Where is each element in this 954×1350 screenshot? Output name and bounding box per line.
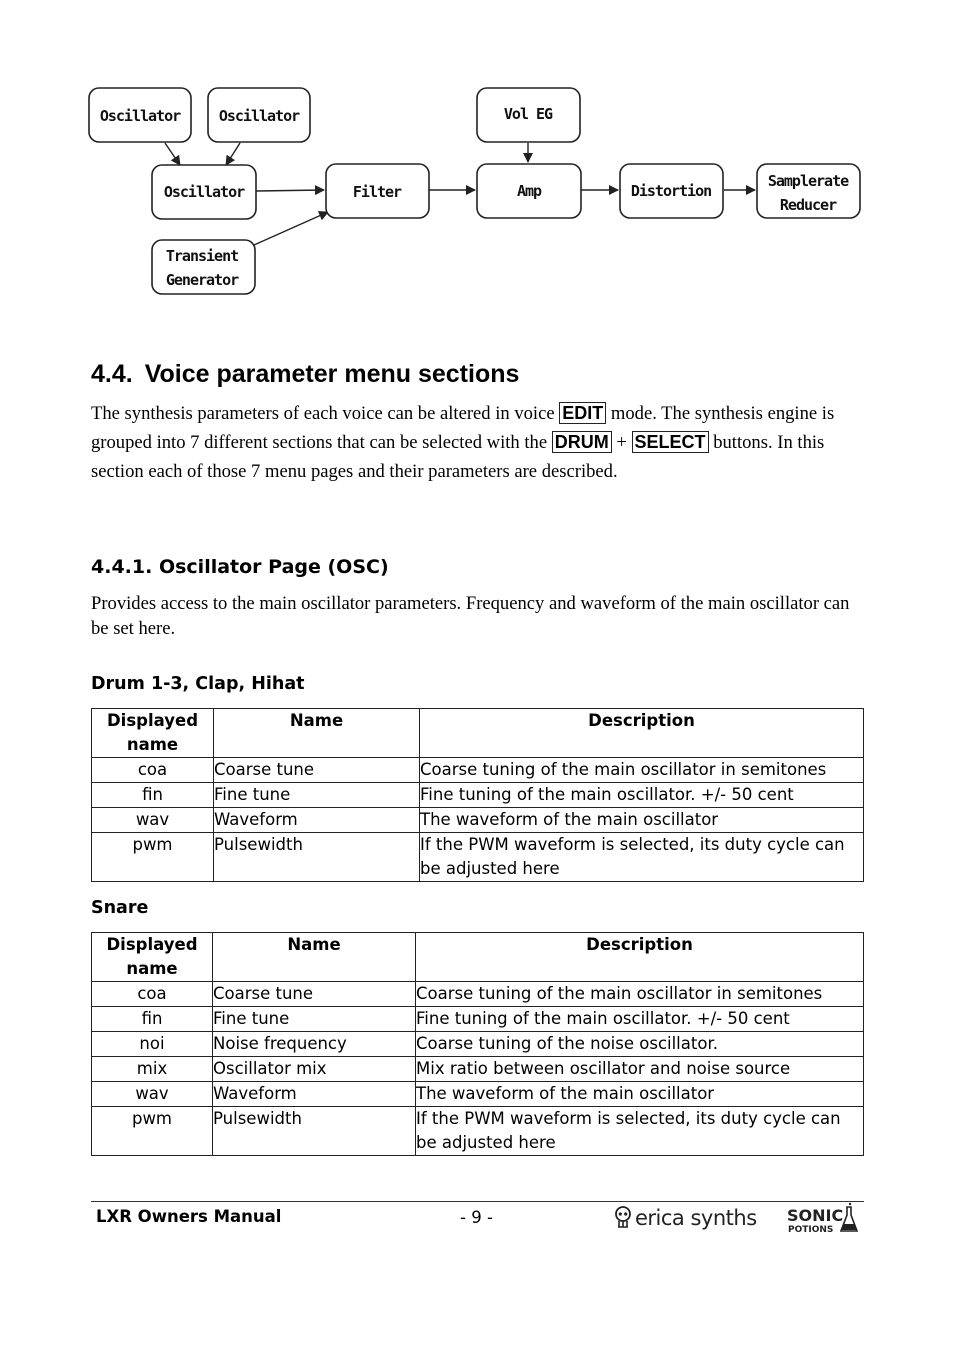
section-heading bbox=[91, 360, 519, 389]
footer-page-number: - 9 - bbox=[460, 1208, 493, 1227]
table-row bbox=[92, 808, 864, 833]
table-row bbox=[92, 1032, 864, 1057]
table-row bbox=[92, 1107, 864, 1156]
table-cell: If the PWM waveform is selected, its duty cycle can be adjusted here bbox=[416, 1107, 864, 1156]
svg-text:Oscillator: Oscillator bbox=[218, 107, 300, 125]
table-cell: Fine tuning of the main oscillator. +/- 50 cent bbox=[420, 783, 864, 808]
table-cell: wav bbox=[92, 1082, 213, 1107]
footer-divider bbox=[91, 1201, 864, 1202]
node-filter bbox=[326, 164, 429, 218]
node-samplerate-reducer bbox=[757, 164, 860, 218]
table-cell: Coarse tuning of the noise oscillator. bbox=[416, 1032, 864, 1057]
table-cell: The waveform of the main oscillator bbox=[416, 1082, 864, 1107]
table-row bbox=[92, 1057, 864, 1082]
sonic-potions-logo bbox=[787, 1201, 859, 1235]
table-cell: Coarse tune bbox=[213, 982, 416, 1007]
table-cell: pwm bbox=[92, 1107, 213, 1156]
node-vol-eg bbox=[477, 88, 580, 142]
edge-osc-a-to-osc bbox=[165, 143, 180, 165]
table-cell: fin bbox=[92, 1007, 213, 1032]
table-cell: pwm bbox=[92, 833, 214, 882]
table-row bbox=[92, 758, 864, 783]
svg-text:Generator: Generator bbox=[165, 271, 239, 289]
intro-text-2: mode. The synthesis engine is grouped into 7 different sections that can be selected with the bbox=[91, 403, 835, 453]
edge-osc-to-filter bbox=[256, 190, 324, 191]
section-intro-paragraph bbox=[91, 399, 871, 486]
node-amp bbox=[477, 164, 581, 218]
edge-osc-b-to-osc bbox=[226, 143, 240, 165]
intro-text-3: buttons. In this section each of those 7 menu pages and their parameters are described. bbox=[91, 432, 825, 482]
skull-icon bbox=[614, 1206, 632, 1230]
node-oscillator-1 bbox=[89, 88, 191, 142]
sonic-logo-text: SONIC bbox=[787, 1206, 844, 1225]
table-header: Displayed name bbox=[92, 933, 213, 982]
svg-text:Amp: Amp bbox=[516, 182, 542, 200]
table-cell: Coarse tuning of the main oscillator in semitones bbox=[420, 758, 864, 783]
edit-key-label: EDIT bbox=[559, 402, 606, 424]
flask-icon bbox=[841, 1203, 857, 1231]
table-row bbox=[92, 783, 864, 808]
edge-transient-to-filter bbox=[254, 212, 328, 245]
drum-table-heading: Drum 1-3, Clap, Hihat bbox=[91, 674, 305, 694]
table-cell: mix bbox=[92, 1057, 213, 1082]
table-row bbox=[92, 833, 864, 882]
table-cell: coa bbox=[92, 758, 214, 783]
svg-text:Oscillator: Oscillator bbox=[99, 107, 181, 125]
table-cell: wav bbox=[92, 808, 214, 833]
table-cell: Waveform bbox=[214, 808, 420, 833]
table-cell: Fine tune bbox=[214, 783, 420, 808]
plus-sign: + bbox=[611, 432, 632, 453]
svg-text:Transient: Transient bbox=[165, 247, 239, 265]
table-cell: Pulsewidth bbox=[214, 833, 420, 882]
section-title: Voice parameter menu sections bbox=[144, 360, 520, 388]
table-cell: The waveform of the main oscillator bbox=[420, 808, 864, 833]
potions-logo-text: POTIONS bbox=[788, 1225, 834, 1235]
table-header: Description bbox=[420, 709, 864, 758]
svg-text:Filter: Filter bbox=[352, 183, 402, 201]
table-cell: coa bbox=[92, 982, 213, 1007]
table-cell: If the PWM waveform is selected, its duty cycle can be adjusted here bbox=[420, 833, 864, 882]
subsection-heading bbox=[91, 556, 389, 578]
signal-flow-diagram bbox=[0, 0, 954, 320]
table-cell: Oscillator mix bbox=[213, 1057, 416, 1082]
table-cell: fin bbox=[92, 783, 214, 808]
erica-logo-text: erica synths bbox=[635, 1206, 757, 1230]
node-oscillator-main bbox=[152, 165, 256, 219]
svg-text:Distortion: Distortion bbox=[630, 182, 712, 200]
svg-text:Vol EG: Vol EG bbox=[503, 105, 553, 123]
table-header: Name bbox=[214, 709, 420, 758]
node-transient-generator bbox=[152, 240, 255, 294]
node-oscillator-2 bbox=[208, 88, 310, 142]
table-cell: Waveform bbox=[213, 1082, 416, 1107]
table-cell: Noise frequency bbox=[213, 1032, 416, 1057]
intro-text-1: The synthesis parameters of each voice can be altered in voice bbox=[91, 403, 560, 424]
subsection-paragraph: Provides access to the main oscillator parameters. Frequency and waveform of the main oscillator can be set here. bbox=[91, 593, 850, 639]
table-cell: Pulsewidth bbox=[213, 1107, 416, 1156]
svg-text:Reducer: Reducer bbox=[779, 196, 837, 214]
table-cell: Coarse tuning of the main oscillator in semitones bbox=[416, 982, 864, 1007]
subsection-number: 4.4.1. bbox=[91, 556, 153, 578]
table-row bbox=[92, 1007, 864, 1032]
table-header: Name bbox=[213, 933, 416, 982]
footer-manual-title: LXR Owners Manual bbox=[96, 1207, 282, 1226]
node-distortion bbox=[620, 164, 723, 218]
erica-synths-logo bbox=[614, 1203, 757, 1233]
select-key-label: SELECT bbox=[632, 431, 709, 453]
section-number: 4.4. bbox=[91, 360, 133, 388]
svg-text:Samplerate: Samplerate bbox=[767, 172, 849, 190]
table-row bbox=[92, 1082, 864, 1107]
table-cell: noi bbox=[92, 1032, 213, 1057]
table-cell: Coarse tune bbox=[214, 758, 420, 783]
subsection-title: Oscillator Page (OSC) bbox=[158, 556, 389, 578]
svg-text:Oscillator: Oscillator bbox=[163, 183, 245, 201]
snare-parameter-table bbox=[91, 932, 864, 1156]
table-header: Displayed name bbox=[92, 709, 214, 758]
table-header: Description bbox=[416, 933, 864, 982]
snare-table-heading: Snare bbox=[91, 898, 149, 918]
table-row bbox=[92, 982, 864, 1007]
drum-parameter-table bbox=[91, 708, 864, 882]
table-cell: Mix ratio between oscillator and noise source bbox=[416, 1057, 864, 1082]
table-cell: Fine tune bbox=[213, 1007, 416, 1032]
table-cell: Fine tuning of the main oscillator. +/- 50 cent bbox=[416, 1007, 864, 1032]
drum-key-label: DRUM bbox=[552, 431, 612, 453]
